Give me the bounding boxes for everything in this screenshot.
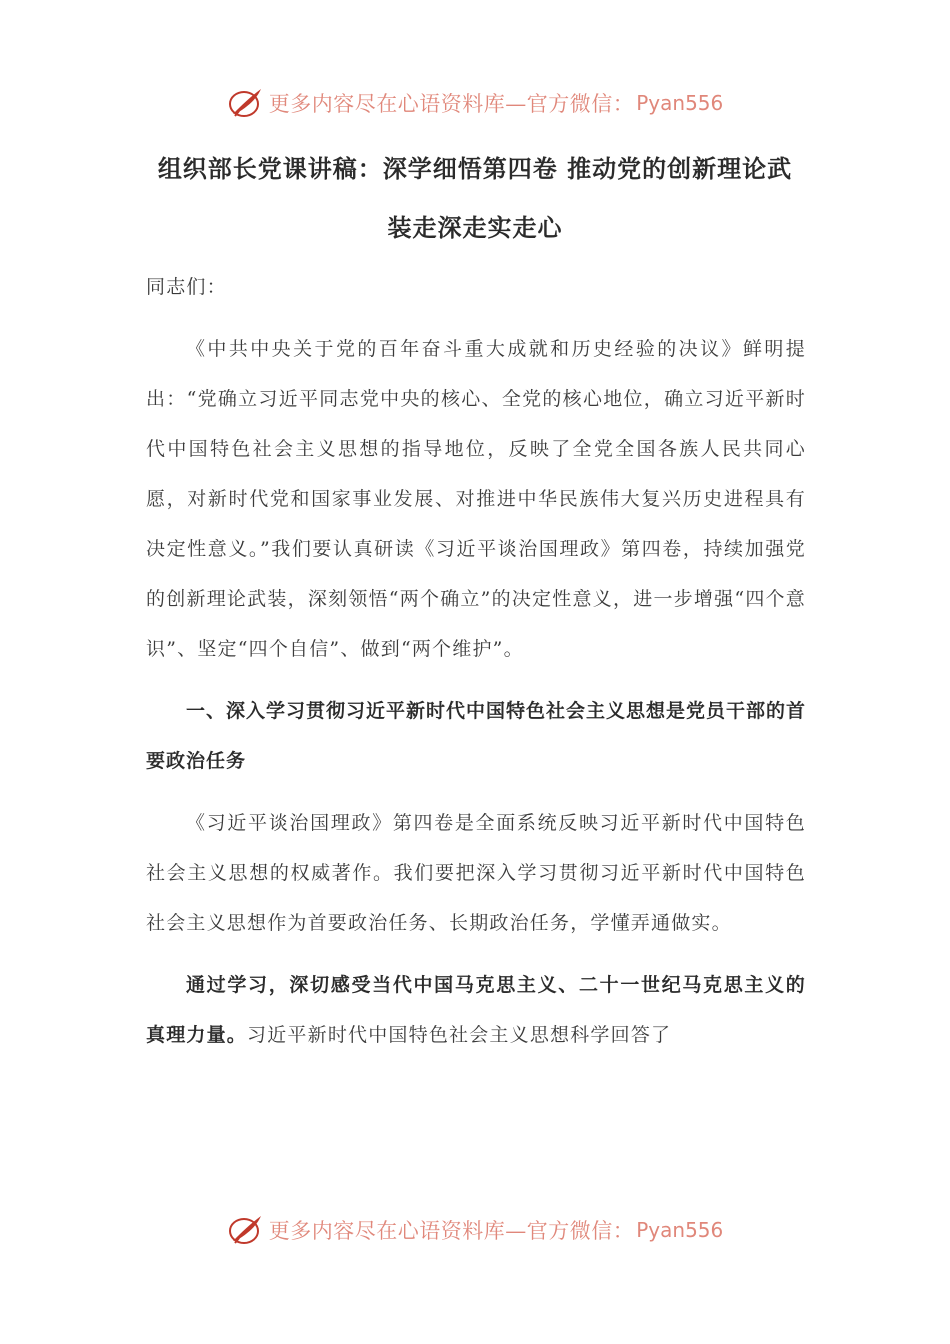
title-line-2: 装走深走实走心 xyxy=(387,214,563,242)
paragraph-1: 《中共中央关于党的百年奋斗重大成就和历史经验的决议》鲜明提出：“党确立习近平同志党中央的核心、全党的核心地位，确立习近平新时代中国特色社会主义思想的指导地位，反映了全党全国各族人民共同心愿，对新时代党和国家事业发展、对推进中华民族伟大复兴历史进程具有决定性意义。”我们要认真研读《习近平谈治国理政》第四卷，持续加强党的创新理论武装，深刻领悟“两个确立”的决定性意义，进一步增强“四个意识”、坚定“四个自信”、做到“两个维护”。 xyxy=(146,338,806,660)
document-title xyxy=(120,140,830,258)
salutation: 同志们： xyxy=(146,276,227,298)
paragraph-3-lead: 通过学习，深切感受当代中国马克思主义、二十一世纪马克思主义的真理力量。 xyxy=(146,974,806,1046)
title-line-1: 组织部长党课讲稿：深学细悟第四卷 推动党的创新理论武 xyxy=(157,155,793,183)
document-body xyxy=(146,262,806,1060)
banner-wechat-id: Pyan556 xyxy=(636,1218,724,1242)
banner-text: 更多内容尽在心语资料库—官方微信： xyxy=(268,1219,635,1243)
banner-wechat-id: Pyan556 xyxy=(636,91,724,115)
quill-pen-logo-icon xyxy=(227,86,265,120)
paragraph-3-text: 习近平新时代中国特色社会主义思想科学回答了 xyxy=(247,1024,672,1046)
header-watermark-banner xyxy=(0,83,950,123)
quill-pen-logo-icon xyxy=(227,1213,265,1247)
section-heading-1: 一、深入学习贯彻习近平新时代中国特色社会主义思想是党员干部的首要政治任务 xyxy=(146,700,807,772)
paragraph-2: 《习近平谈治国理政》第四卷是全面系统反映习近平新时代中国特色社会主义思想的权威著作。我们要把深入学习贯彻习近平新时代中国特色社会主义思想作为首要政治任务、长期政治任务，学懂弄通做实。 xyxy=(146,812,806,934)
banner-text: 更多内容尽在心语资料库—官方微信： xyxy=(268,92,635,116)
footer-watermark-banner xyxy=(0,1210,950,1250)
paragraph-3 xyxy=(146,960,806,1060)
